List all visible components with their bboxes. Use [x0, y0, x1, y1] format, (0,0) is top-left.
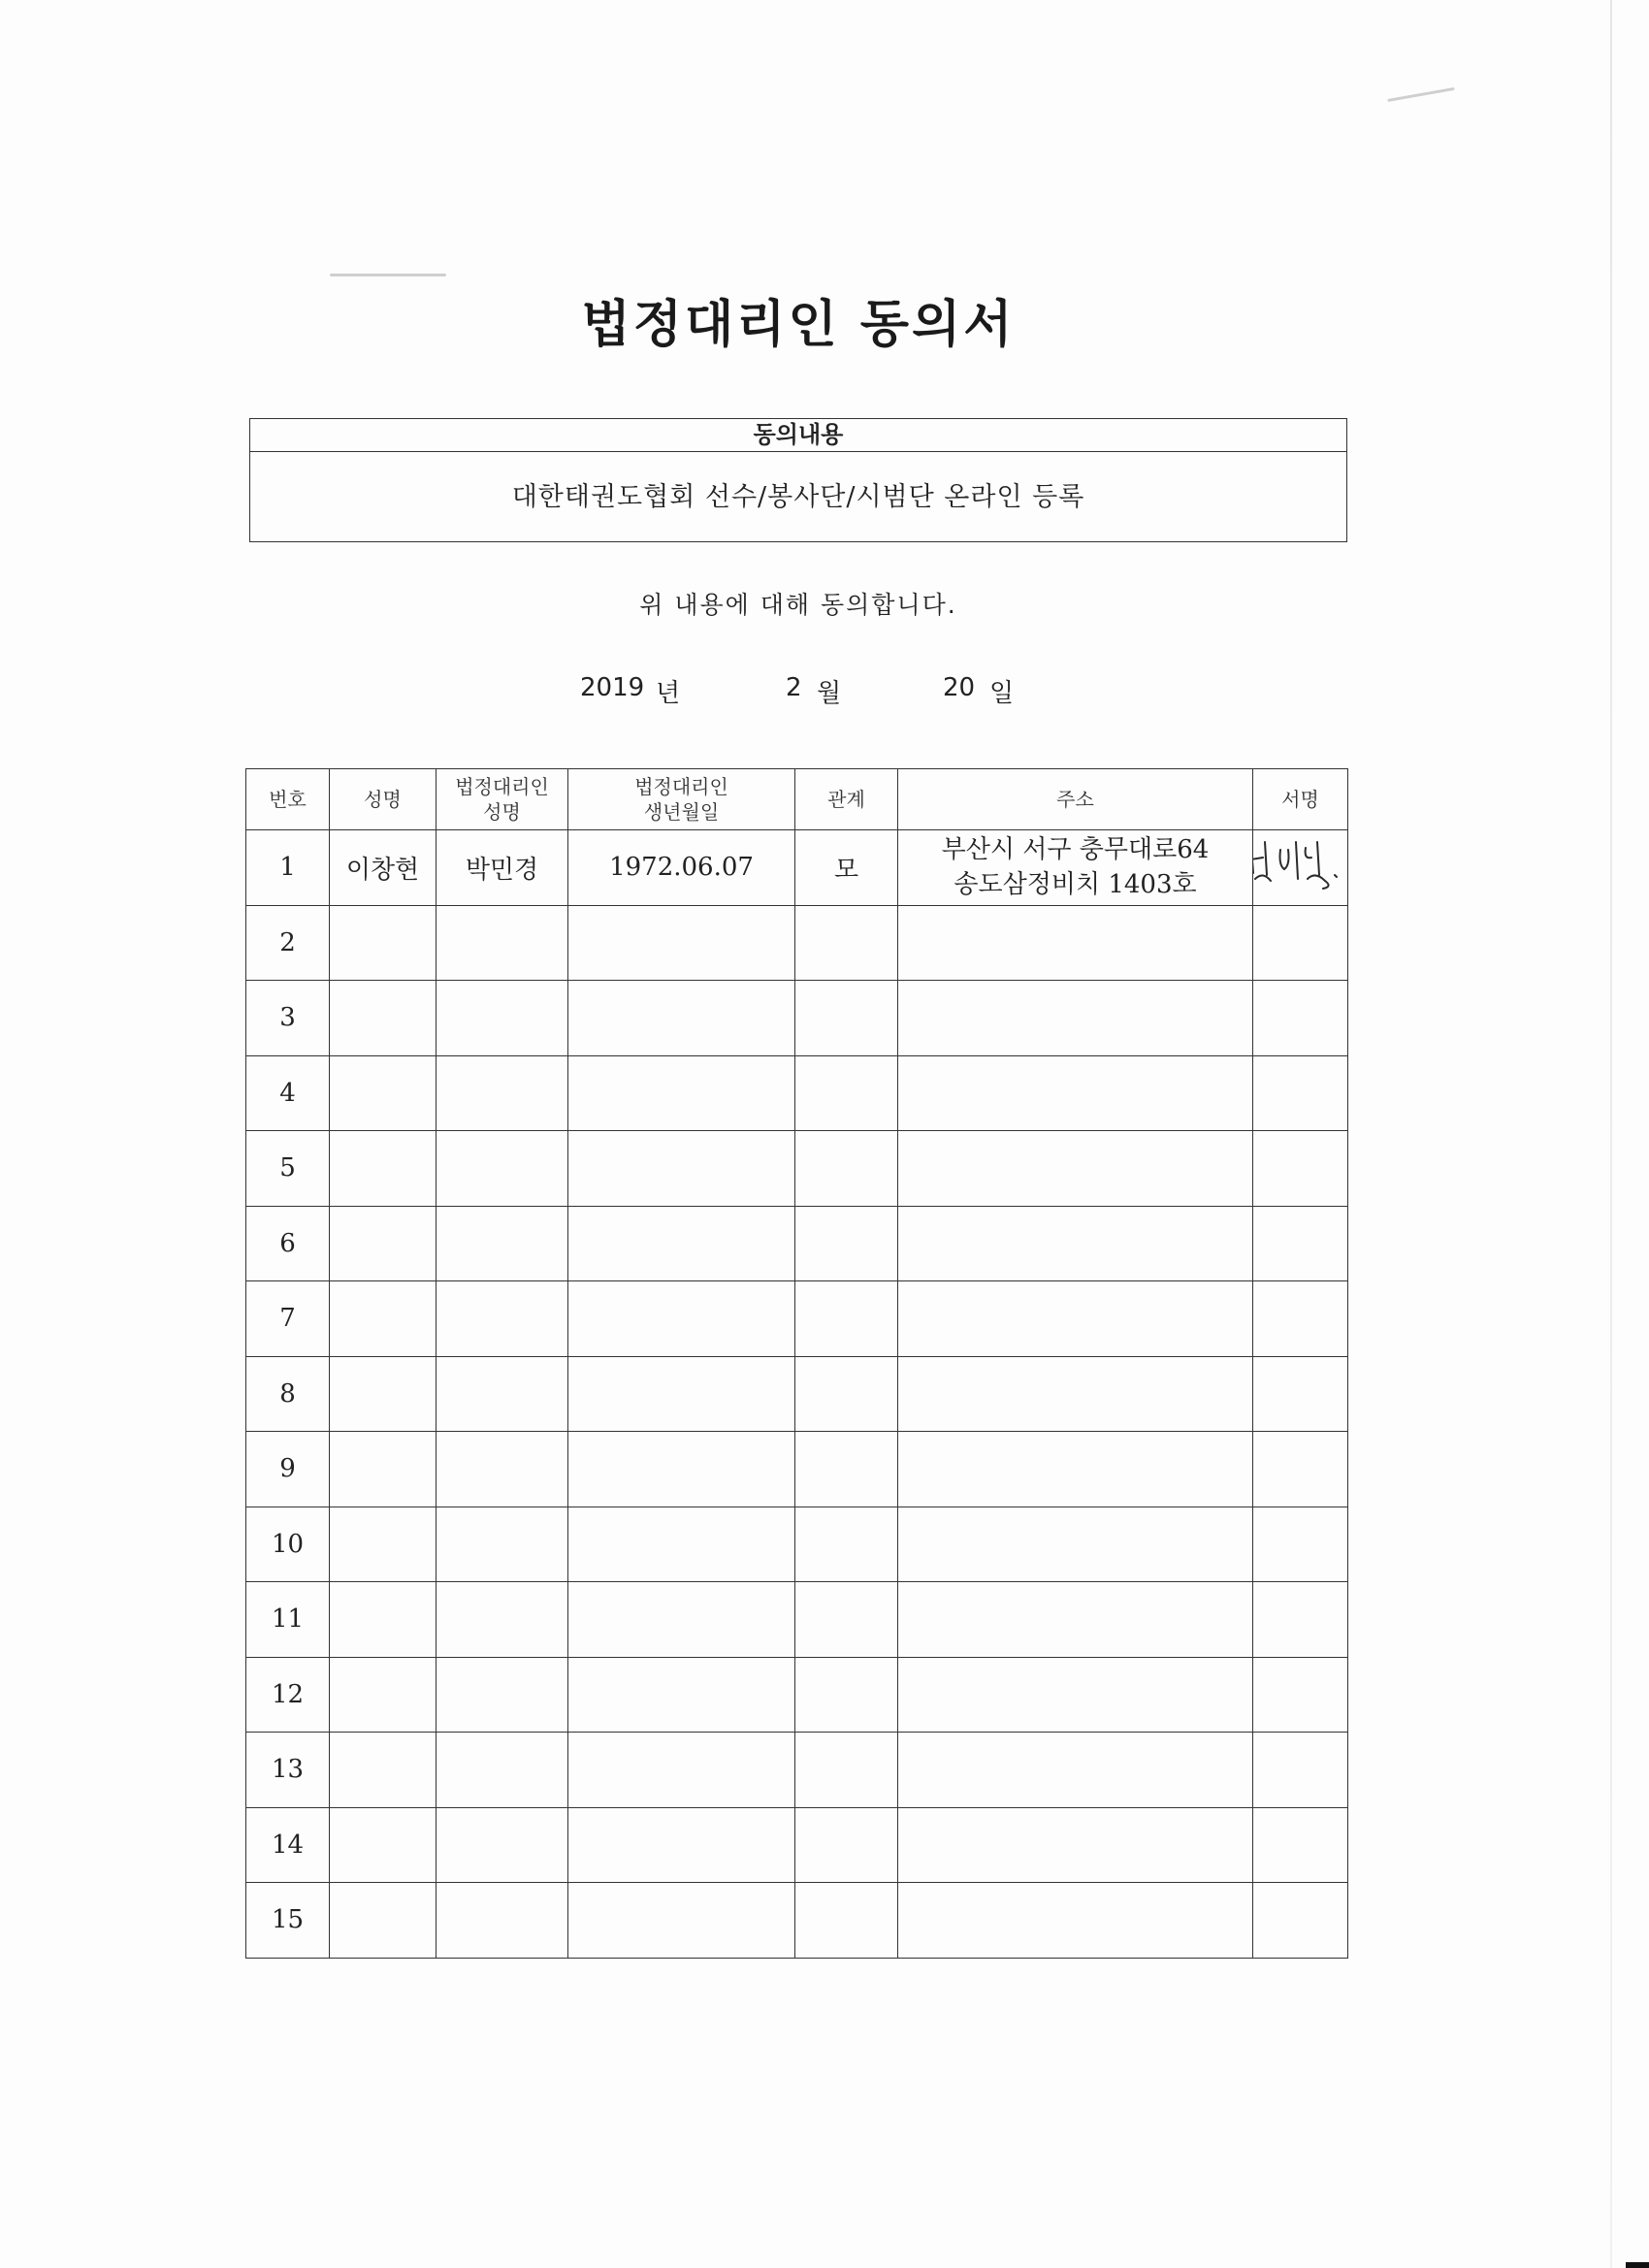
cell-no: 5 — [246, 1131, 330, 1207]
cell-guardian-birth — [568, 1507, 795, 1582]
cell-guardian-name — [436, 1432, 568, 1507]
cell-name — [330, 1356, 436, 1432]
handwritten-signature — [1253, 836, 1348, 894]
cell-signature — [1253, 1807, 1348, 1883]
cell-name — [330, 1055, 436, 1131]
date-year-unit: 년 — [656, 679, 681, 708]
date-month: 2 — [786, 673, 802, 702]
cell-relation — [795, 905, 898, 981]
cell-name — [330, 1657, 436, 1733]
consent-box — [249, 418, 1347, 542]
cell-no: 13 — [246, 1733, 330, 1808]
cell-no: 15 — [246, 1883, 330, 1959]
cell-signature — [1253, 1356, 1348, 1432]
cell-guardian-name — [436, 981, 568, 1056]
cell-guardian-name: 박민경 — [436, 830, 568, 906]
cell-address — [898, 1055, 1253, 1131]
cell-no: 1 — [246, 830, 330, 906]
header-guardian-birth-line2: 생년월일 — [643, 800, 720, 824]
cell-address — [898, 1356, 1253, 1432]
header-relation: 관계 — [795, 769, 898, 830]
table-row — [246, 1807, 1348, 1883]
cell-signature — [1253, 1582, 1348, 1658]
table-header-row — [246, 769, 1348, 830]
cell-relation — [795, 1733, 898, 1808]
date-line — [580, 673, 1026, 712]
date-day-unit: 일 — [989, 679, 1015, 708]
cell-signature — [1253, 1281, 1348, 1357]
header-guardian-birth — [568, 769, 795, 830]
consent-heading: 동의내용 — [250, 419, 1346, 452]
cell-no: 10 — [246, 1507, 330, 1582]
cell-signature — [1253, 1883, 1348, 1959]
header-guardian-name-line2: 성명 — [483, 800, 521, 824]
cell-guardian-name — [436, 1582, 568, 1658]
cell-address — [898, 1281, 1253, 1357]
cell-address — [898, 1883, 1253, 1959]
cell-relation — [795, 1055, 898, 1131]
cell-address — [898, 1733, 1253, 1808]
table-row — [246, 1055, 1348, 1131]
header-name: 성명 — [330, 769, 436, 830]
cell-relation — [795, 1507, 898, 1582]
table-row — [246, 1432, 1348, 1507]
cell-signature — [1253, 1206, 1348, 1281]
cell-relation: 모 — [795, 830, 898, 906]
address-line-2: 송도삼정비치 1403호 — [954, 870, 1197, 900]
cell-name — [330, 1281, 436, 1357]
cell-signature — [1253, 1131, 1348, 1207]
cell-name: 이창현 — [330, 830, 436, 906]
cell-guardian-birth: 1972.06.07 — [568, 830, 795, 906]
table-row — [246, 1883, 1348, 1959]
cell-relation — [795, 981, 898, 1056]
header-guardian-name — [436, 769, 568, 830]
cell-guardian-birth — [568, 981, 795, 1056]
cell-relation — [795, 1432, 898, 1507]
cell-no: 11 — [246, 1582, 330, 1658]
cell-name — [330, 981, 436, 1056]
cell-address — [898, 1131, 1253, 1207]
table-row — [246, 1131, 1348, 1207]
document-title: 법정대리인 동의서 — [581, 295, 1016, 354]
cell-guardian-birth — [568, 1281, 795, 1357]
cell-address — [898, 830, 1253, 906]
cell-no: 7 — [246, 1281, 330, 1357]
cell-guardian-birth — [568, 1657, 795, 1733]
cell-relation — [795, 1131, 898, 1207]
cell-address — [898, 1432, 1253, 1507]
cell-signature — [1253, 1055, 1348, 1131]
date-day: 20 — [943, 673, 976, 702]
cell-name — [330, 1507, 436, 1582]
cell-relation — [795, 1356, 898, 1432]
cell-address — [898, 1507, 1253, 1582]
cell-guardian-birth — [568, 1807, 795, 1883]
cell-address — [898, 1206, 1253, 1281]
cell-guardian-name — [436, 1131, 568, 1207]
cell-name — [330, 905, 436, 981]
cell-name — [330, 1807, 436, 1883]
table-row — [246, 1356, 1348, 1432]
cell-guardian-birth — [568, 1883, 795, 1959]
scan-mark — [1387, 87, 1454, 102]
cell-name — [330, 1432, 436, 1507]
consent-content: 대한태권도협회 선수/봉사단/시범단 온라인 등록 — [511, 482, 1085, 512]
date-year: 2019 — [580, 673, 645, 702]
table-row — [246, 1281, 1348, 1357]
table-row — [246, 1206, 1348, 1281]
cell-relation — [795, 1883, 898, 1959]
cell-guardian-name — [436, 1206, 568, 1281]
signature-stroke — [1280, 842, 1299, 879]
cell-no: 14 — [246, 1807, 330, 1883]
agreement-statement: 위 내용에 대해 동의합니다. — [639, 591, 957, 619]
header-address: 주소 — [898, 769, 1253, 830]
cell-guardian-name — [436, 1281, 568, 1357]
cell-relation — [795, 1206, 898, 1281]
header-no: 번호 — [246, 769, 330, 830]
header-guardian-name-line1: 법정대리인 — [455, 775, 549, 798]
address-line-1: 부산시 서구 충무대로64 — [941, 835, 1210, 865]
cell-guardian-birth — [568, 1582, 795, 1658]
cell-address — [898, 905, 1253, 981]
cell-signature — [1253, 1432, 1348, 1507]
cell-signature — [1253, 1507, 1348, 1582]
guardian-table — [245, 768, 1348, 1959]
cell-signature — [1253, 1657, 1348, 1733]
table-row — [246, 1657, 1348, 1733]
cell-no: 12 — [246, 1657, 330, 1733]
cell-guardian-name — [436, 1055, 568, 1131]
cell-guardian-name — [436, 1883, 568, 1959]
cell-guardian-name — [436, 1356, 568, 1432]
cell-no: 6 — [246, 1206, 330, 1281]
cell-guardian-birth — [568, 1356, 795, 1432]
table-row — [246, 1733, 1348, 1808]
cell-guardian-birth — [568, 1733, 795, 1808]
signature-stroke — [1335, 875, 1337, 877]
cell-guardian-birth — [568, 1131, 795, 1207]
cell-no: 8 — [246, 1356, 330, 1432]
cell-relation — [795, 1582, 898, 1658]
page-edge — [1610, 0, 1612, 2268]
cell-guardian-name — [436, 1807, 568, 1883]
signature-stroke — [1306, 842, 1329, 889]
cell-address — [898, 1582, 1253, 1658]
date-month-unit: 월 — [817, 679, 842, 708]
cell-guardian-birth — [568, 905, 795, 981]
signature-stroke — [1253, 842, 1272, 881]
cell-guardian-name — [436, 1507, 568, 1582]
cell-guardian-name — [436, 1733, 568, 1808]
cell-address — [898, 1807, 1253, 1883]
cell-signature — [1253, 1733, 1348, 1808]
header-signature: 서명 — [1253, 769, 1348, 830]
cell-address — [898, 981, 1253, 1056]
cell-guardian-name — [436, 905, 568, 981]
cell-signature — [1253, 830, 1348, 906]
cell-name — [330, 1733, 436, 1808]
cell-name — [330, 1883, 436, 1959]
cell-name — [330, 1131, 436, 1207]
cell-no: 9 — [246, 1432, 330, 1507]
cell-name — [330, 1206, 436, 1281]
cell-no: 3 — [246, 981, 330, 1056]
cell-guardian-birth — [568, 1432, 795, 1507]
cell-no: 2 — [246, 905, 330, 981]
cell-no: 4 — [246, 1055, 330, 1131]
cell-address — [898, 1657, 1253, 1733]
cell-guardian-name — [436, 1657, 568, 1733]
scan-corner-mark — [1626, 2262, 1649, 2268]
table-row — [246, 1507, 1348, 1582]
table-row — [246, 981, 1348, 1056]
table-row — [246, 830, 1348, 906]
cell-signature — [1253, 905, 1348, 981]
scan-mark — [330, 274, 446, 276]
cell-relation — [795, 1657, 898, 1733]
table-row — [246, 1582, 1348, 1658]
cell-guardian-birth — [568, 1055, 795, 1131]
cell-signature — [1253, 981, 1348, 1056]
cell-relation — [795, 1281, 898, 1357]
cell-relation — [795, 1807, 898, 1883]
cell-name — [330, 1582, 436, 1658]
header-guardian-birth-line1: 법정대리인 — [634, 775, 728, 798]
table-row — [246, 905, 1348, 981]
cell-guardian-birth — [568, 1206, 795, 1281]
